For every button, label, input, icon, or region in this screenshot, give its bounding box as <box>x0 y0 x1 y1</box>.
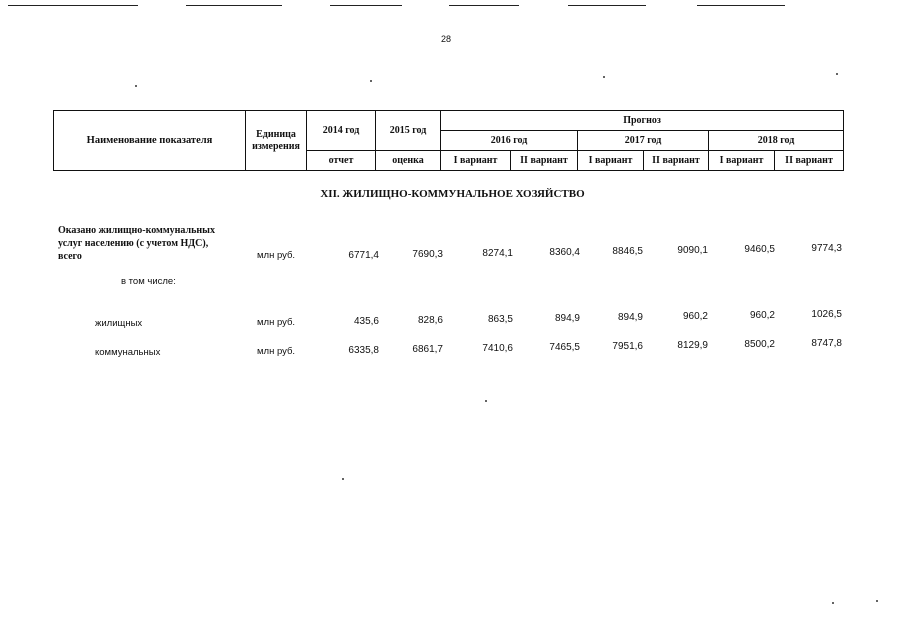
row-housing-value: 960,2 <box>749 310 775 321</box>
row-total-value: 8274,1 <box>482 248 513 259</box>
row-total-name-line: услуг населению (с учетом НДС), <box>58 238 209 249</box>
scan-speck <box>485 400 487 402</box>
header-unit: Единица измерения <box>246 111 307 171</box>
row-total-name-line: всего <box>58 251 82 262</box>
row-total-name <box>58 224 215 263</box>
scan-speck <box>832 602 834 604</box>
header-2017-variant2: II вариант <box>644 151 709 171</box>
row-housing-value: 828,6 <box>417 315 443 326</box>
row-communal-value: 6335,8 <box>348 345 379 356</box>
scan-speck <box>135 85 137 87</box>
row-including-label: в том числе: <box>121 276 176 287</box>
row-housing-value: 863,5 <box>487 314 513 325</box>
header-2018-variant2: II вариант <box>775 151 844 171</box>
row-communal-value: 8747,8 <box>811 338 842 349</box>
row-housing-value: 894,9 <box>554 313 580 324</box>
header-2014: 2014 год <box>307 111 376 151</box>
row-housing-value: 435,6 <box>353 316 379 327</box>
header-2018-variant1: I вариант <box>709 151 775 171</box>
row-communal-value: 8500,2 <box>744 339 775 350</box>
header-2016-variant2: II вариант <box>511 151 578 171</box>
row-total-unit: млн руб. <box>257 250 296 261</box>
scan-line <box>186 5 282 6</box>
row-total-value: 7690,3 <box>412 249 443 260</box>
header-2018: 2018 год <box>709 131 844 151</box>
row-housing-name: жилищных <box>95 318 143 329</box>
scan-line <box>449 5 519 6</box>
row-communal-value: 6861,7 <box>412 344 443 355</box>
row-total-value: 8360,4 <box>549 247 580 258</box>
scan-speck <box>603 76 605 78</box>
row-total-value: 9460,5 <box>744 244 775 255</box>
row-total-value: 6771,4 <box>348 250 379 261</box>
header-2015: 2015 год <box>376 111 441 151</box>
row-communal-value: 7465,5 <box>549 342 580 353</box>
scan-line <box>568 5 646 6</box>
scan-speck <box>342 478 344 480</box>
header-2016-variant1: I вариант <box>441 151 511 171</box>
row-communal-value: 7410,6 <box>482 343 513 354</box>
row-housing-value: 894,9 <box>617 312 643 323</box>
row-communal-name: коммунальных <box>95 347 161 358</box>
row-total-value: 8846,5 <box>612 246 643 257</box>
scan-line <box>8 5 138 6</box>
header-table <box>53 110 844 171</box>
scan-speck <box>836 73 838 75</box>
row-total-value: 9774,3 <box>811 243 842 254</box>
row-communal-unit: млн руб. <box>257 346 296 357</box>
row-total-name-line: Оказано жилищно-коммунальных <box>58 225 215 236</box>
scan-speck <box>876 600 878 602</box>
header-2017: 2017 год <box>578 131 709 151</box>
header-report: отчет <box>307 151 376 171</box>
row-housing-unit: млн руб. <box>257 317 296 328</box>
scan-line <box>697 5 785 6</box>
header-estimate: оценка <box>376 151 441 171</box>
header-indicator-name: Наименование показателя <box>54 111 246 171</box>
scan-speck <box>370 80 372 82</box>
page-number: 28 <box>441 34 452 44</box>
header-2017-variant1: I вариант <box>578 151 644 171</box>
header-2016: 2016 год <box>441 131 578 151</box>
row-communal-value: 7951,6 <box>612 341 643 352</box>
section-title: XII. ЖИЛИЩНО-КОММУНАЛЬНОЕ ХОЗЯЙСТВО <box>320 188 585 200</box>
scan-line <box>330 5 402 6</box>
row-communal-value: 8129,9 <box>677 340 708 351</box>
row-housing-value: 960,2 <box>682 311 708 322</box>
row-total-value: 9090,1 <box>677 245 708 256</box>
header-forecast: Прогноз <box>441 111 844 131</box>
row-housing-value: 1026,5 <box>811 309 842 320</box>
